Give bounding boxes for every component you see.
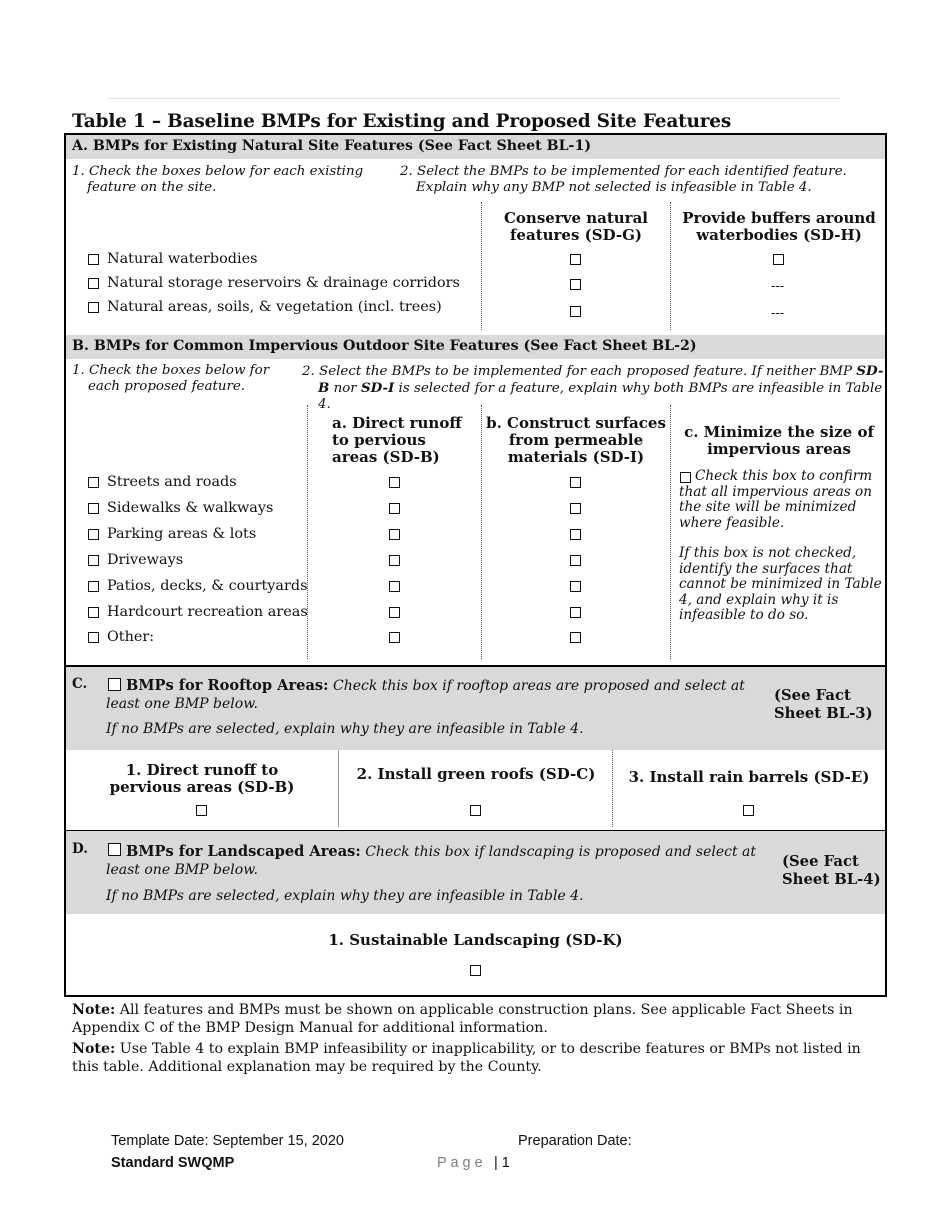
section-a-divider-1 xyxy=(481,202,482,330)
row-label: Patios, decks, & courtyards xyxy=(107,578,308,594)
section-d-infeasible-text: If no BMPs are selected, explain why they are infeasible in Table 4. xyxy=(106,888,584,904)
note-1: Note: All features and BMPs must be shown on applicable construction plans. See applicable Fact Sheets in Appendix C of the BMP Design Manual for additional information. xyxy=(72,1002,853,1036)
top-rule xyxy=(108,98,840,99)
section-d-letter: D. xyxy=(72,841,88,857)
section-c-infeasible-text: If no BMPs are selected, explain why they are infeasible in Table 4. xyxy=(106,721,584,737)
section-b-instruction-1: 1. Check the boxes below for each proposed feature. xyxy=(72,363,270,394)
checkbox-sdi-other[interactable] xyxy=(570,632,581,643)
section-a-col-conserve: Conserve natural features (SD-G) xyxy=(503,209,648,244)
not-applicable-dash: --- xyxy=(771,306,785,321)
checkbox-sidewalks[interactable] xyxy=(88,503,99,514)
checkbox-natural-waterbodies[interactable] xyxy=(88,254,99,265)
row-label: Natural storage reservoirs & drainage corridors xyxy=(107,275,460,291)
checkbox-natural-areas[interactable] xyxy=(88,302,99,313)
footer-template-date: Template Date: September 15, 2020 xyxy=(111,1133,344,1149)
checkbox-sdi-sidewalks[interactable] xyxy=(570,503,581,514)
section-a-col-buffers: Provide buffers around waterbodies (SD-H) xyxy=(682,209,876,244)
section-a-instruction-1: 1. Check the boxes below for each existing feature on the site. xyxy=(72,164,364,195)
footer-standard-swqmp: Standard SWQMP xyxy=(111,1155,235,1171)
checkbox-conserve-areas[interactable] xyxy=(570,306,581,317)
checkbox-driveways[interactable] xyxy=(88,555,99,566)
row-label: Natural waterbodies xyxy=(107,251,258,267)
footer-preparation-date: Preparation Date: xyxy=(518,1133,632,1149)
checkbox-sdb-patios[interactable] xyxy=(389,581,400,592)
section-c-divider-1 xyxy=(338,750,339,827)
checkbox-streets[interactable] xyxy=(88,477,99,488)
section-c-divider-2 xyxy=(612,750,613,827)
section-b-instruction-2: 2. Select the BMPs to be implemented for each proposed feature. If neither BMP SD-B nor SD-I is selected for a feature, explain why both BMPs are infeasible in Table 4. xyxy=(302,363,884,412)
section-b-col-permeable: b. Construct surfaces from permeable materials (SD-I) xyxy=(486,414,666,466)
section-c-opt-rain-barrels: 3. Install rain barrels (SD-E) xyxy=(628,768,870,786)
section-c-see-fact-sheet: (See Fact Sheet BL-3) xyxy=(774,687,873,722)
section-b-header: B. BMPs for Common Impervious Outdoor Site Features (See Fact Sheet BL-2) xyxy=(72,338,697,354)
minimize-confirm-text: Check this box to confirm that all impervious areas on the site will be minimized where feasible. xyxy=(679,468,873,531)
section-a-instruction-2: 2. Select the BMPs to be implemented for each identified feature. Explain why any BMP not selected is infeasible in Table 4. xyxy=(400,164,847,195)
section-b-divider-1 xyxy=(307,405,308,659)
checkbox-sdb-parking[interactable] xyxy=(389,529,400,540)
checkbox-conserve-waterbodies[interactable] xyxy=(570,254,581,265)
checkbox-sdi-hardcourt[interactable] xyxy=(570,607,581,618)
section-a-header: A. BMPs for Existing Natural Site Features (See Fact Sheet BL-1) xyxy=(72,138,592,154)
section-d-see-fact-sheet: (See Fact Sheet BL-4) xyxy=(782,853,881,888)
row-label: Driveways xyxy=(107,552,184,568)
checkbox-rooftop-sdb[interactable] xyxy=(196,805,207,816)
note-2: Note: Use Table 4 to explain BMP infeasibility or inapplicability, or to describe features or BMPs not listed in this table. Additional explanation may be required by the County. xyxy=(72,1041,861,1075)
checkbox-rooftop-sde[interactable] xyxy=(743,805,754,816)
checkbox-sdb-streets[interactable] xyxy=(389,477,400,488)
section-a-divider-2 xyxy=(670,202,671,330)
row-label: Hardcourt recreation areas xyxy=(107,604,308,620)
row-label: Sidewalks & walkways xyxy=(107,500,274,516)
section-c-text: BMPs for Rooftop Areas: Check this box if rooftop areas are proposed and select at least one BMP below. xyxy=(106,677,745,712)
row-label: Parking areas & lots xyxy=(107,526,257,542)
row-label: Streets and roads xyxy=(107,474,237,490)
checkbox-sdi-driveways[interactable] xyxy=(570,555,581,566)
section-b-divider-3 xyxy=(670,405,671,659)
checkbox-sdb-hardcourt[interactable] xyxy=(389,607,400,618)
section-c-opt-direct-runoff: 1. Direct runoff to pervious areas (SD-B) xyxy=(109,761,295,796)
section-b-divider-2 xyxy=(481,405,482,659)
not-applicable-dash: --- xyxy=(771,279,785,294)
section-d-text: BMPs for Landscaped Areas: Check this box if landscaping is proposed and select at least one BMP below. xyxy=(106,843,757,878)
row-label: Natural areas, soils, & vegetation (incl. trees) xyxy=(107,299,442,315)
section-c-letter: C. xyxy=(72,676,88,692)
checkbox-patios[interactable] xyxy=(88,581,99,592)
checkbox-sdb-driveways[interactable] xyxy=(389,555,400,566)
checkbox-sdb-sidewalks[interactable] xyxy=(389,503,400,514)
checkbox-sdi-parking[interactable] xyxy=(570,529,581,540)
checkbox-hardcourt[interactable] xyxy=(88,607,99,618)
footer-page-number: | 1 xyxy=(494,1155,510,1171)
checkbox-conserve-storage[interactable] xyxy=(570,279,581,290)
section-d-opt-landscaping: 1. Sustainable Landscaping (SD-K) xyxy=(328,931,623,949)
checkbox-parking[interactable] xyxy=(88,529,99,540)
checkbox-sdi-streets[interactable] xyxy=(570,477,581,488)
checkbox-natural-storage[interactable] xyxy=(88,278,99,289)
checkbox-rooftop-sdc[interactable] xyxy=(470,805,481,816)
checkbox-landscaping-sdk[interactable] xyxy=(470,965,481,976)
row-label: Other: xyxy=(107,629,155,645)
section-b-col-direct-runoff: a. Direct runoff to pervious areas (SD-B) xyxy=(332,414,462,466)
minimize-ifnot-text: If this box is not checked, identify the surfaces that cannot be minimized in Table 4, and explain why it is infeasible to do so. xyxy=(679,545,882,623)
section-c-opt-green-roofs: 2. Install green roofs (SD-C) xyxy=(356,765,596,783)
checkbox-buffers-waterbodies[interactable] xyxy=(773,254,784,265)
section-b-col-minimize: c. Minimize the size of impervious areas xyxy=(684,423,874,458)
checkbox-other[interactable] xyxy=(88,632,99,643)
table-title: Table 1 – Baseline BMPs for Existing and Proposed Site Features xyxy=(72,111,732,132)
checkbox-sdb-other[interactable] xyxy=(389,632,400,643)
checkbox-sdi-patios[interactable] xyxy=(570,581,581,592)
footer-page-word: P a g e xyxy=(437,1155,483,1171)
